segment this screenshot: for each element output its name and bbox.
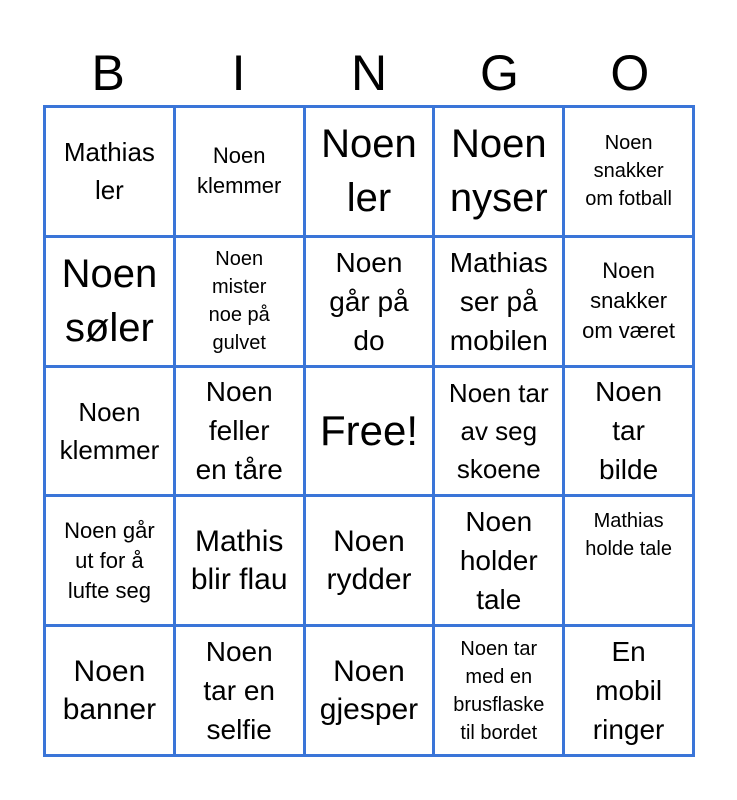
- bingo-cell[interactable]: Noen mister noe på gulvet: [176, 238, 306, 368]
- bingo-cell[interactable]: Mathias ler: [46, 108, 176, 238]
- bingo-cell[interactable]: Noen tar en selfie: [176, 627, 306, 757]
- bingo-cell[interactable]: Mathis blir flau: [176, 497, 306, 627]
- bingo-cell[interactable]: Noen søler: [46, 238, 176, 368]
- free-space-cell[interactable]: Free!: [306, 368, 436, 498]
- header-letter-g: G: [479, 45, 519, 101]
- bingo-cell[interactable]: Noen nyser: [435, 108, 565, 238]
- bingo-cell[interactable]: Noen snakker om været: [565, 238, 695, 368]
- bingo-cell[interactable]: Noen snakker om fotball: [565, 108, 695, 238]
- header-letter-o: O: [610, 45, 650, 101]
- bingo-cell[interactable]: Noen går på do: [306, 238, 436, 368]
- bingo-cell[interactable]: Mathias holde tale: [565, 497, 695, 627]
- bingo-cell[interactable]: Noen tar med en brusflaske til bordet: [435, 627, 565, 757]
- bingo-cell[interactable]: Noen går ut for å lufte seg: [46, 497, 176, 627]
- bingo-cell[interactable]: Noen holder tale: [435, 497, 565, 627]
- bingo-cell[interactable]: En mobil ringer: [565, 627, 695, 757]
- bingo-cell[interactable]: Noen tar bilde: [565, 368, 695, 498]
- bingo-cell[interactable]: Noen rydder: [306, 497, 436, 627]
- bingo-cell[interactable]: Noen klemmer: [176, 108, 306, 238]
- bingo-cell[interactable]: Noen feller en tåre: [176, 368, 306, 498]
- bingo-cell[interactable]: Mathias ser på mobilen: [435, 238, 565, 368]
- bingo-card-grid: [43, 105, 695, 757]
- header-letter-b: B: [91, 45, 125, 101]
- bingo-cell[interactable]: Noen klemmer: [46, 368, 176, 498]
- bingo-header: [43, 42, 695, 104]
- header-letter-i: I: [231, 45, 246, 101]
- bingo-cell[interactable]: Noen banner: [46, 627, 176, 757]
- header-letter-n: N: [350, 45, 388, 101]
- bingo-cell[interactable]: Noen gjesper: [306, 627, 436, 757]
- bingo-cell[interactable]: Noen tar av seg skoene: [435, 368, 565, 498]
- bingo-cell[interactable]: Noen ler: [306, 108, 436, 238]
